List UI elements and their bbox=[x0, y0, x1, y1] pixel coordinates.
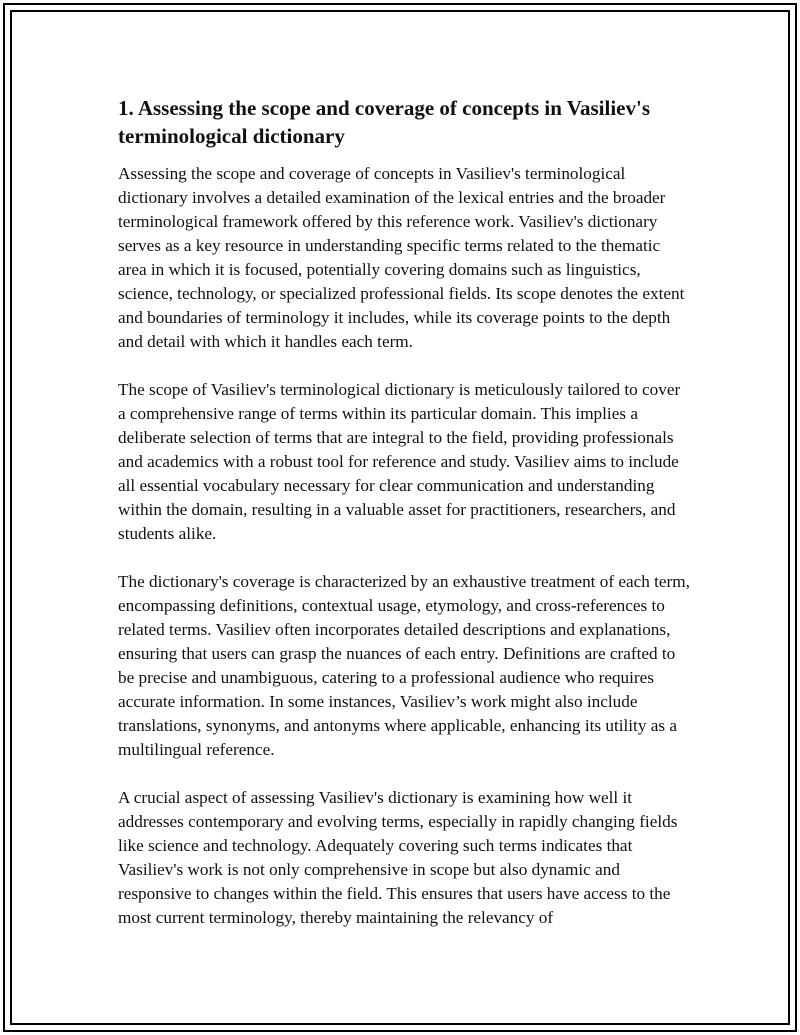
paragraph-4: A crucial aspect of assessing Vasiliev's dictionary is examining how well it addresses contemporary and evolving terms, especially in rapidly changing fields like science and technology. Adequately covering such terms indicates that Vasiliev's work is not only comprehensive in scope but also dynamic and responsive to changes within the field. This ensures that users have access to the most current terminology, thereby maintaining the relevancy of bbox=[118, 788, 678, 927]
paragraph-3: The dictionary's coverage is characterized by an exhaustive treatment of each term, encompassing definitions, contextual usage, etymology, and cross-references to related terms. Vasiliev often incorporates detailed descriptions and explanations, ensuring that users can grasp the nuances of each entry. Definitions are crafted to be precise and unambiguous, catering to a professional audience who requires accurate information. In some instances, Vasiliev’s work might also include translations, synonyms, and antonyms where applicable, enhancing its utility as a multilingual reference. bbox=[118, 572, 690, 759]
paragraph-2: The scope of Vasiliev's terminological dictionary is meticulously tailored to cover a comprehensive range of terms within its particular domain. This implies a deliberate selection of terms that are integral to the field, providing professionals and academics with a robust tool for reference and study. Vasiliev aims to include all essential vocabulary necessary for clear communication and understanding within the domain, resulting in a valuable asset for practitioners, researchers, and students alike. bbox=[118, 380, 681, 543]
document-body bbox=[118, 94, 692, 954]
section-heading: 1. Assessing the scope and coverage of concepts in Vasiliev's terminological dictionary bbox=[118, 96, 651, 148]
paragraph-1: Assessing the scope and coverage of concepts in Vasiliev's terminological dictionary involves a detailed examination of the lexical entries and the broader terminological framework offered by this reference work. Vasiliev's dictionary serves as a key resource in understanding specific terms related to the thematic area in which it is focused, potentially covering domains such as linguistics, science, technology, or specialized professional fields. Its scope denotes the extent and boundaries of terminology it includes, while its coverage points to the depth and detail with which it handles each term. bbox=[118, 164, 685, 351]
